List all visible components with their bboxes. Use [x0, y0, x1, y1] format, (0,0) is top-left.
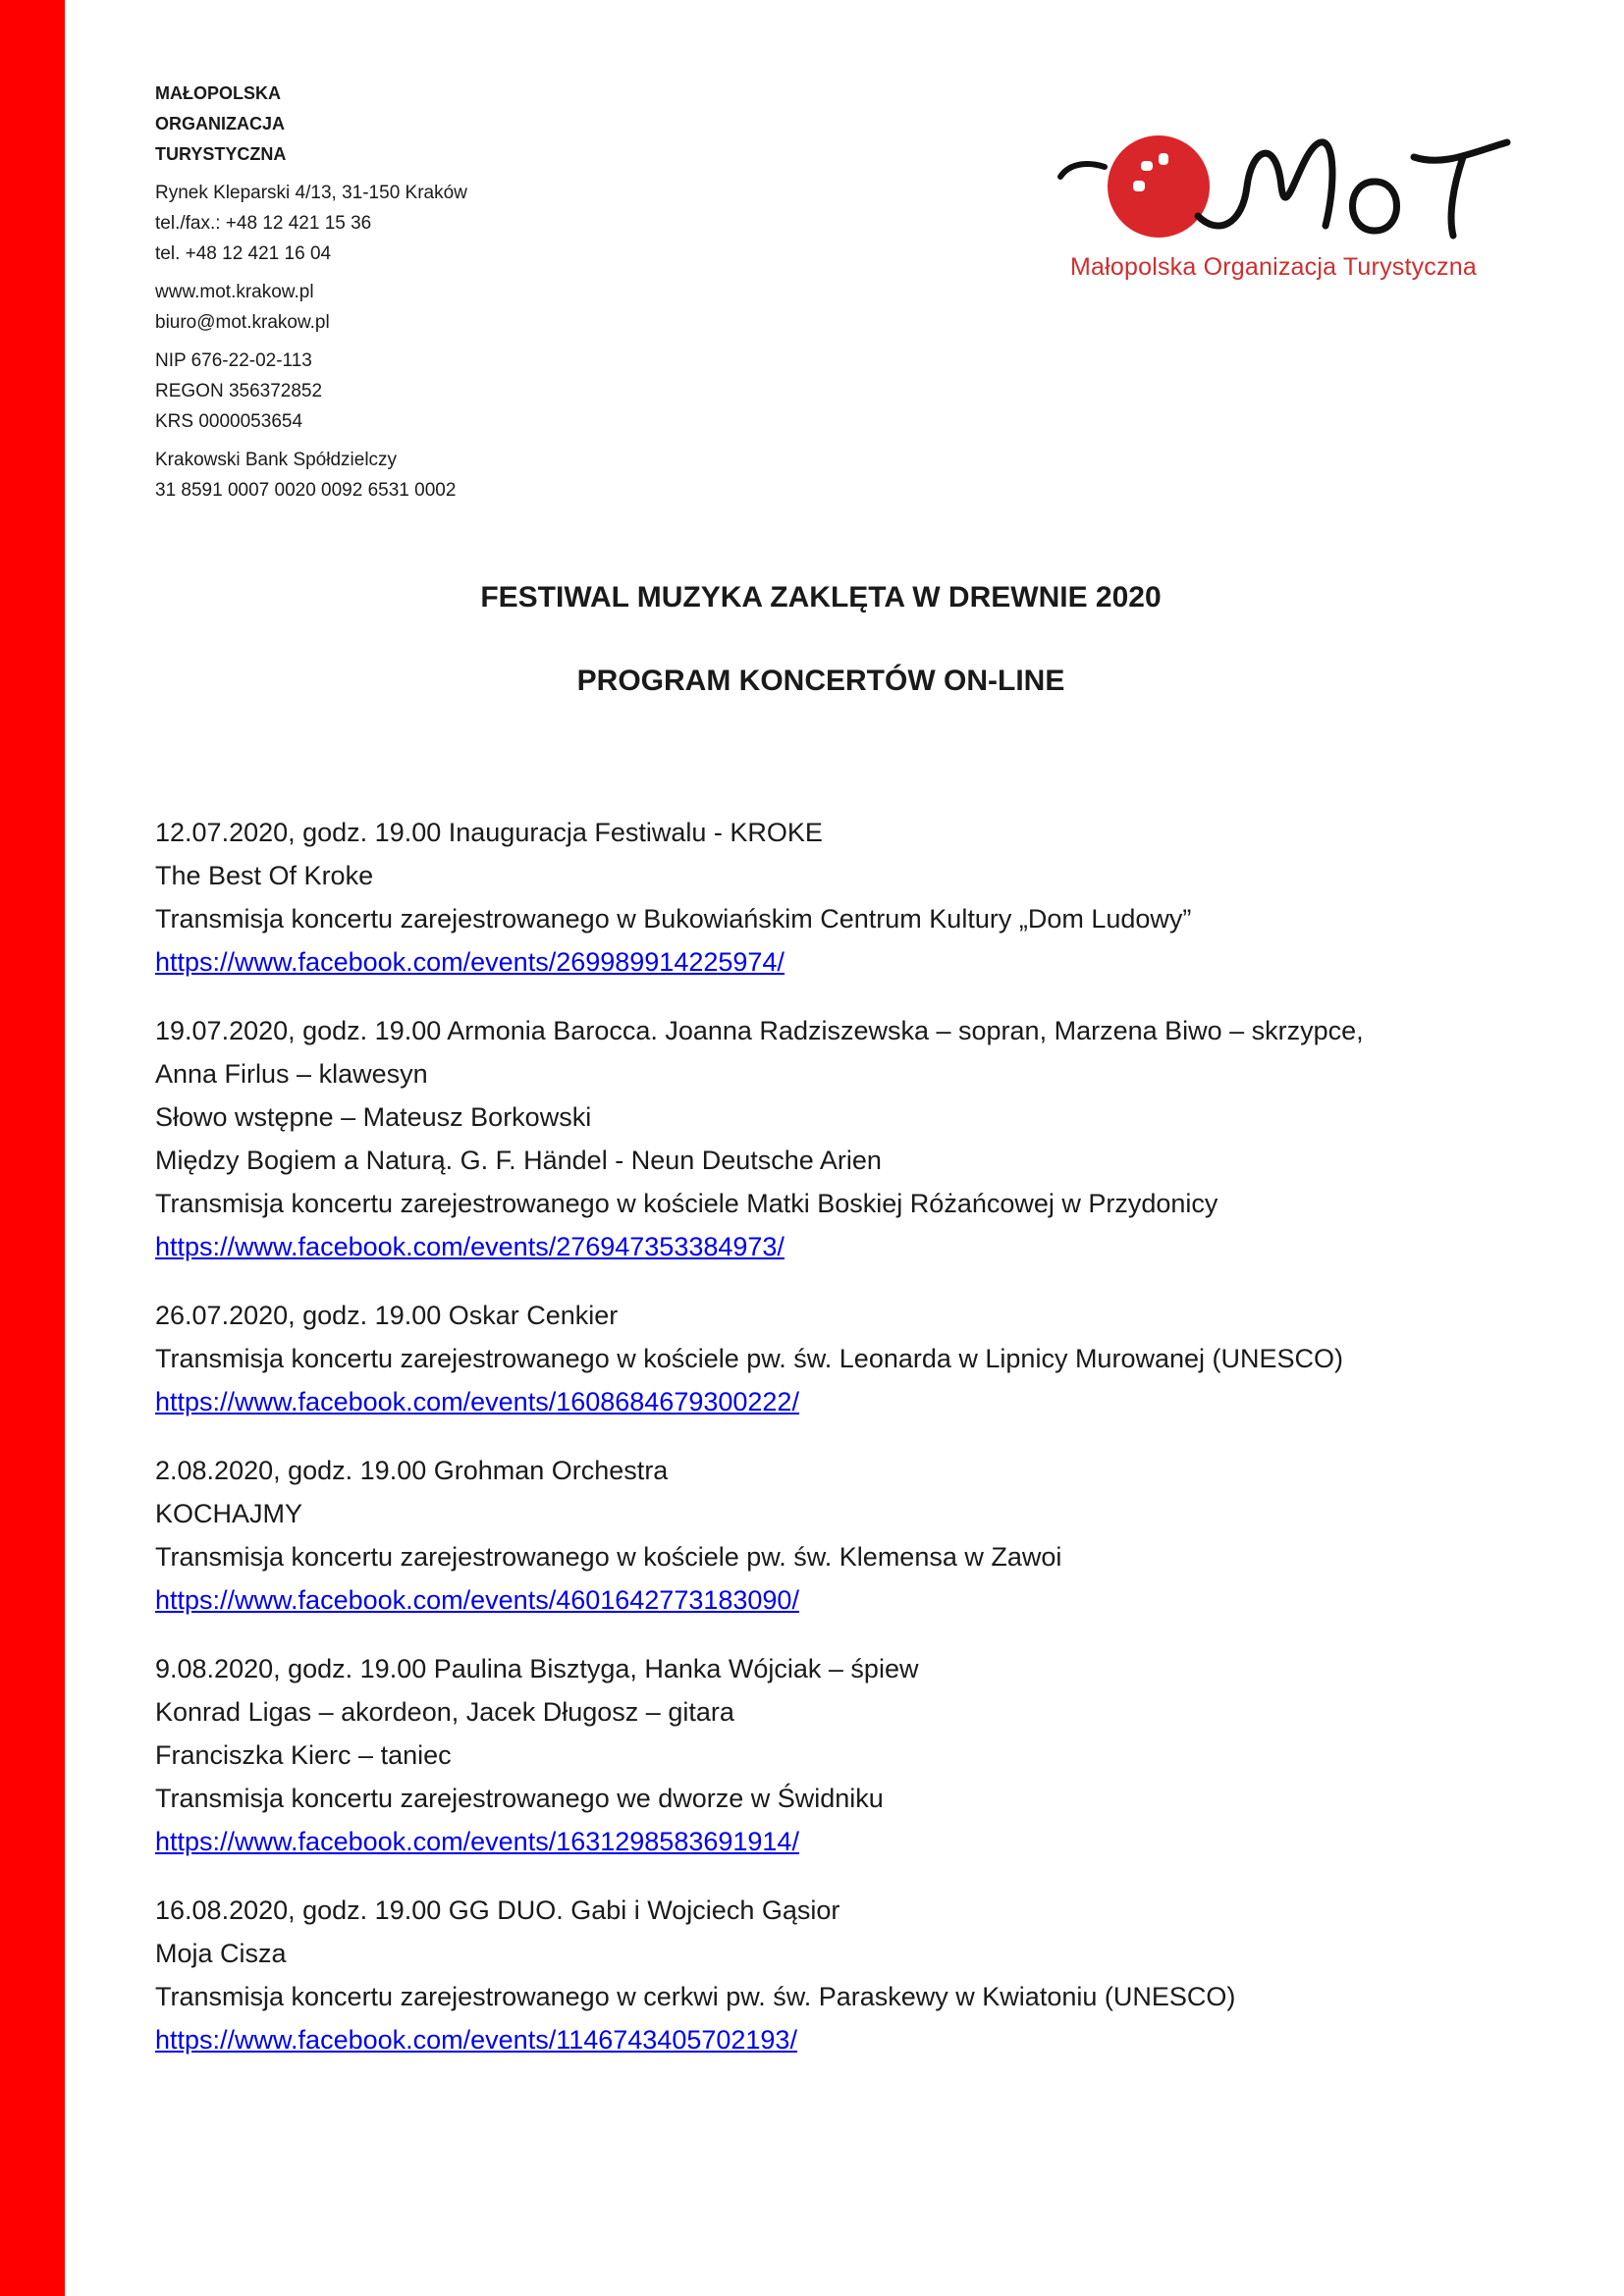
organization-name-line: MAŁOPOLSKA — [155, 83, 281, 103]
organization-name-line: TURYSTYCZNA — [155, 144, 287, 164]
subtitle-bold-text: ON-LINE — [944, 665, 1065, 697]
event-line: 16.08.2020, godz. 19.00 GG DUO. Gabi i Wojciech Gąsior — [155, 1896, 840, 1925]
event-item — [155, 811, 1530, 984]
event-line: Transmisja koncertu zarejestrowanego w kościele pw. św. Klemensa w Zawoi — [155, 1542, 1062, 1572]
phone-line: tel. +48 12 421 16 04 — [155, 243, 332, 264]
organization-bank — [155, 445, 705, 506]
bank-name: Krakowski Bank Spółdzielczy — [155, 450, 398, 470]
event-line: Słowo wstępne – Mateusz Borkowski — [155, 1102, 592, 1132]
krs-number: KRS 0000053654 — [155, 411, 303, 432]
organization-address — [155, 178, 705, 269]
event-line: Transmisja koncertu zarejestrowanego w kościele Matki Boskiej Różańcowej w Przydonicy — [155, 1189, 1218, 1218]
event-item — [155, 1889, 1530, 2061]
event-line: Transmisja koncertu zarejestrowanego we dworze w Świdniku — [155, 1784, 884, 1813]
mot-logo-letter-m — [1198, 142, 1332, 226]
event-line: 9.08.2020, godz. 19.00 Paulina Bisztyga, Hanka Wójciak – śpiew — [155, 1654, 919, 1683]
mot-logo-swirl — [1060, 164, 1105, 177]
organization-name — [155, 79, 705, 170]
mot-logo-letter-t — [1414, 142, 1507, 236]
nip-number: NIP 676-22-02-113 — [155, 350, 312, 371]
event-line: Konrad Ligas – akordeon, Jacek Długosz – gitara — [155, 1697, 734, 1727]
organization-web — [155, 277, 705, 338]
mot-logo-eye — [1133, 181, 1145, 191]
event-facebook-link[interactable]: https://www.facebook.com/events/4601642773183090/ — [155, 1585, 799, 1615]
event-item — [155, 1647, 1530, 1863]
event-line: Między Bogiem a Naturą. G. F. Händel - Neun Deutsche Arien — [155, 1146, 882, 1175]
regon-number: REGON 356372852 — [155, 381, 323, 401]
event-facebook-link[interactable]: https://www.facebook.com/events/276947353384973/ — [155, 1232, 785, 1261]
event-facebook-link[interactable]: https://www.facebook.com/events/1608684679300222/ — [155, 1387, 799, 1416]
event-facebook-link[interactable]: https://www.facebook.com/events/1146743405702193/ — [155, 2025, 797, 2055]
event-line: 2.08.2020, godz. 19.00 Grohman Orchestra — [155, 1456, 669, 1485]
event-line: Transmisja koncertu zarejestrowanego w cerkwi pw. św. Paraskewy w Kwiatoniu (UNESCO) — [155, 1982, 1236, 2011]
event-line: 19.07.2020, godz. 19.00 Armonia Barocca. Joanna Radziszewska – sopran, Marzena Biwo – skrzypce, — [155, 1016, 1364, 1045]
subtitle-regular-text: PROGRAM KONCERTÓW — [576, 665, 944, 697]
mot-logo-red-circle — [1108, 135, 1210, 238]
event-item — [155, 1449, 1530, 1622]
document-subtitle — [155, 665, 1487, 698]
logo-caption: Małopolska Organizacja Turystyczna — [1070, 253, 1477, 281]
email-text: biuro@mot.krakow.pl — [155, 312, 330, 333]
mot-logo-letter-o — [1353, 182, 1397, 231]
event-item — [155, 1009, 1530, 1268]
event-line: 26.07.2020, godz. 19.00 Oskar Cenkier — [155, 1301, 619, 1330]
left-red-margin-bar — [0, 0, 65, 2296]
event-facebook-link[interactable]: https://www.facebook.com/events/1631298583691914/ — [155, 1827, 799, 1856]
event-line: Moja Cisza — [155, 1939, 287, 1968]
event-facebook-link[interactable]: https://www.facebook.com/events/269989914225974/ — [155, 947, 785, 977]
organization-details — [155, 79, 705, 506]
event-list — [155, 811, 1530, 2061]
event-item — [155, 1294, 1530, 1423]
event-line: 12.07.2020, godz. 19.00 Inauguracja Festiwalu - KROKE — [155, 818, 823, 847]
organization-name-line: ORGANIZACJA — [155, 114, 286, 133]
bank-account-number: 31 8591 0007 0020 0092 6531 0002 — [155, 480, 457, 501]
event-line: Transmisja koncertu zarejestrowanego w Bukowiańskim Centrum Kultury „Dom Ludowy” — [155, 904, 1192, 934]
address-line: Rynek Kleparski 4/13, 31-150 Kraków — [155, 183, 467, 203]
mot-logo-eye — [1141, 161, 1153, 171]
website-text: www.mot.krakow.pl — [155, 282, 314, 302]
event-line: KOCHAJMY — [155, 1499, 303, 1528]
organization-ids — [155, 346, 705, 437]
document-title: FESTIWAL MUZYKA ZAKLĘTA W DREWNIE 2020 — [480, 581, 1162, 614]
mot-logo-eye — [1159, 153, 1168, 165]
phone-fax-line: tel./fax.: +48 12 421 15 36 — [155, 213, 372, 234]
event-line: Transmisja koncertu zarejestrowanego w kościele pw. św. Leonarda w Lipnicy Murowanej (UNESCO) — [155, 1344, 1344, 1373]
event-line: Anna Firlus – klawesyn — [155, 1059, 428, 1089]
event-line: Franciszka Kierc – taniec — [155, 1740, 452, 1770]
event-line: The Best Of Kroke — [155, 861, 374, 890]
